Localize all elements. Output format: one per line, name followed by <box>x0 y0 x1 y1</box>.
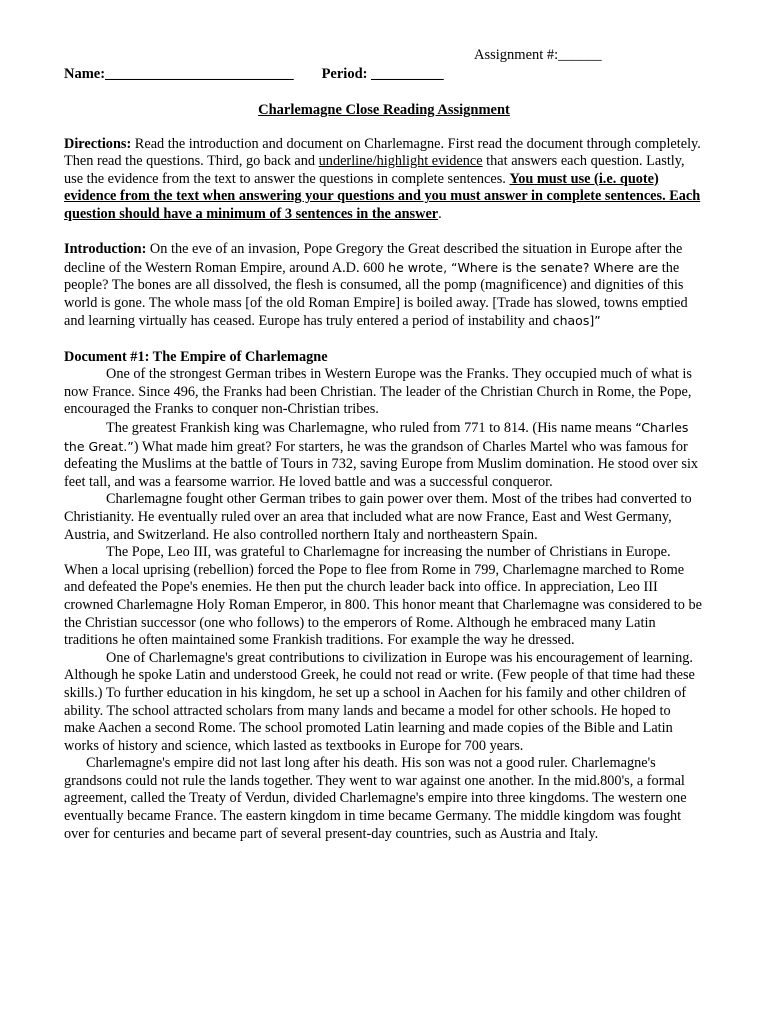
document-paragraph-4: The Pope, Leo III, was grateful to Charlemagne for increasing the number of Christians in Europe. When a local uprising (rebellion) forced the Pope to flee from Rome in 799, Charlemagne marched to Rome and defeated the Pope's enemies. He then put the church leader back into office. In appreciation, Leo III crowned Charlemagne Holy Roman Emperor, in 800. This honor meant that Charlemagne was considered to be the Christian successor (one who follows) to the emperors of Rome. Although he embraced many Latin traditions he often maintained some Frankish traditions. For example the way he dressed. <box>64 544 702 649</box>
directions-end: . <box>438 205 442 222</box>
name-period-row <box>64 65 444 83</box>
introduction-quote-end: chaos]” <box>552 313 601 329</box>
directions-text-continued: that answers each question. Lastly, use the evidence from the text to answer the questions in complete sentences. <box>64 153 685 187</box>
charles-the-great-quote: “Charles the Great.” <box>64 420 689 454</box>
document-paragraph-3: Charlemagne fought other German tribes to gain power over them. Most of the tribes had converted to Christianity. He eventually ruled over an area that included what are now France, East and West Germany, Austria, and Switzerland. He also controlled northern Italy and northeastern Spain. <box>64 491 692 543</box>
introduction-quote-start: he wrote, “Where is the senate? Where are <box>388 259 659 275</box>
document-paragraph-2-text: The greatest Frankish king was Charlemagne, who ruled from 771 to 814. (His name means <box>106 420 636 436</box>
directions-underlined: underline/highlight evidence <box>318 153 483 170</box>
page-title: Charlemagne Close Reading Assignment <box>258 102 510 118</box>
directions-label: Directions: <box>64 135 132 152</box>
assignment-number-field: Assignment #:______ <box>474 47 602 63</box>
introduction-text-continued: the people? The bones are all dissolved, the flesh is consumed, all the pomp (magnificence) and dignities of this world is gone. The whole mass [of the old Roman Empire] is boiled away. [Trade has slowed, towns emptied and learning virtually has ceased. Europe has truly entered a period of instability and <box>64 259 688 330</box>
introduction-text: On the eve of an invasion, Pope Gregory the Great described the situation in Europe after the decline of the Western Roman Empire, around A.D. 600 <box>64 241 683 276</box>
document-paragraph-1: One of the strongest German tribes in Western Europe was the Franks. They occupied much of what is now France. Since 496, the Franks had been Christian. The leader of the Christian Church in Rome, the Pope, encouraged the Franks to conquer non-Christian tribes. <box>64 366 692 418</box>
document-paragraph-2-continued: ) What made him great? For starters, he was the grandson of Charles Martel who was famous for defeating the Muslims at the battle of Tours in 732, saving Europe from Muslim domination. He stood over six feet tall, and was a fearsome warrior. He loved battle and was a successful conqueror. <box>64 438 699 490</box>
document-paragraph-6: Charlemagne's empire did not last long after his death. His son was not a good ruler. Charlemagne's grandsons could not rule the lands together. They went to war against one another. In the mid.800's, a formal agreement, called the Treaty of Verdun, divided Charlemagne's empire into three kingdoms. The western one eventually became France. The eastern kingdom in time became Germany. The middle kingdom was fought over for centuries and became part of several present-day countries, such as Austria and Italy. <box>64 755 687 842</box>
introduction-paragraph <box>64 241 704 331</box>
document-paragraph-5: One of Charlemagne's great contributions to civilization in Europe was his encouragement of learning. Although he spoke Latin and understood Greek, he could not read or write. (Few people of that time had these skills.) To further education in his kingdom, he set up a school in Aachen for his family and other children of ability. The school attracted scholars from many lands and became a model for other schools. He hoped to make Aachen a second Rome. The school promoted Latin learning and made copies of the Bible and Latin works of history and science, which lasted as textbooks in Europe for 700 years. <box>64 649 695 754</box>
name-field: Name:__________________________ <box>64 66 294 82</box>
period-field: Period: __________ <box>321 66 444 82</box>
directions-emphasis: You must use (i.e. quote) evidence from the text when answering your questions and you must answer in complete sentences. Each question should have a minimum of 3 sentences in the answer <box>64 170 701 222</box>
directions-paragraph <box>64 136 704 224</box>
directions-text: Read the introduction and document on Charlemagne. First read the document through completely. Then read the questions. Third, go back and <box>64 135 701 170</box>
document-body <box>64 136 704 844</box>
introduction-label: Introduction: <box>64 241 147 258</box>
document-paragraph-2 <box>64 419 704 491</box>
document-heading: Document #1: The Empire of Charlemagne <box>64 348 328 365</box>
